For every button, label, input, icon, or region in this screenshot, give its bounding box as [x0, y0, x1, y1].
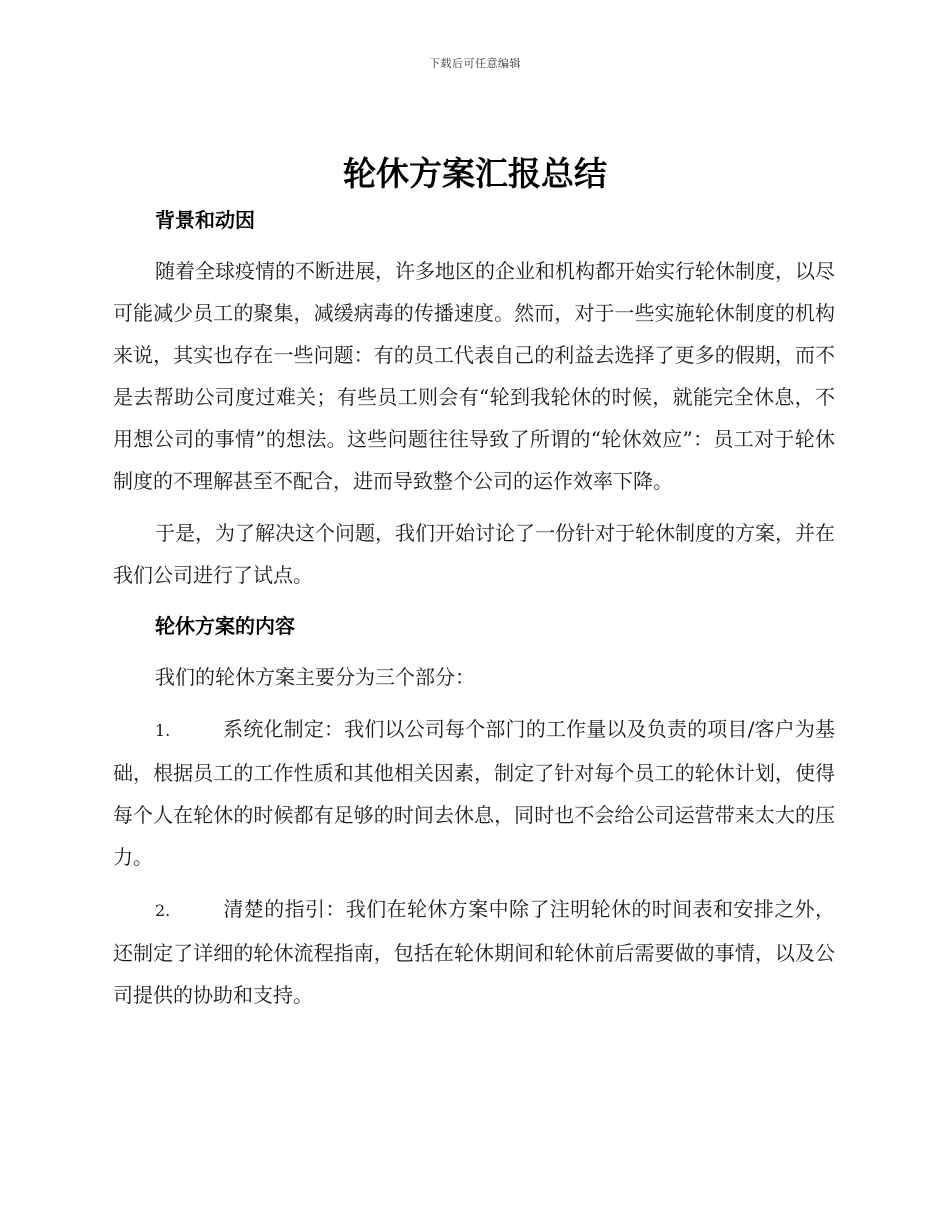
list-item-text: 系统化制定：我们以公司每个部门的工作量以及负责的项目/客户为基础，根据员工的工作性质和其他相关因素，制定了针对每个员工的轮休计划，使得每个人在轮休的时候都有足够的时间去休息，同时也不会给公司运营带来太大的压力。 [113, 717, 835, 869]
list-item [113, 708, 835, 878]
list-item-text: 清楚的指引：我们在轮休方案中除了注明轮休的时间表和安排之外，还制定了详细的轮休流程指南，包括在轮休期间和轮休前后需要做的事情，以及公司提供的协助和支持。 [113, 897, 835, 1007]
section-heading-content: 轮休方案的内容 [155, 614, 295, 638]
paragraph-background-1: 随着全球疫情的不断进展，许多地区的企业和机构都开始实行轮休制度，以尽可能减少员工的聚集，减缓病毒的传播速度。然而，对于一些实施轮休制度的机构来说，其实也存在一些问题：有的员工代表自己的利益去选择了更多的假期，而不是去帮助公司度过难关；有些员工则会有“轮到我轮休的时候，就能完全休息，不用想公司的事情”的想法。这些问题往往导致了所谓的“轮休效应”：员工对于轮休制度的不理解甚至不配合，进而导致整个公司的运作效率下降。 [113, 259, 835, 493]
list-item [113, 888, 835, 1016]
paragraph-background-2: 于是，为了解决这个问题，我们开始讨论了一份针对于轮休制度的方案，并在我们公司进行了试点。 [113, 521, 835, 587]
document-body [113, 200, 835, 1016]
section-heading-background: 背景和动因 [155, 208, 255, 232]
header-note: 下载后可任意编辑 [429, 57, 521, 70]
list-item-number: 1. [155, 721, 171, 740]
paragraph-content-intro: 我们的轮休方案主要分为三个部分： [155, 665, 475, 689]
document-title: 轮休方案汇报总结 [343, 154, 607, 193]
list-item-number: 2. [155, 901, 171, 920]
